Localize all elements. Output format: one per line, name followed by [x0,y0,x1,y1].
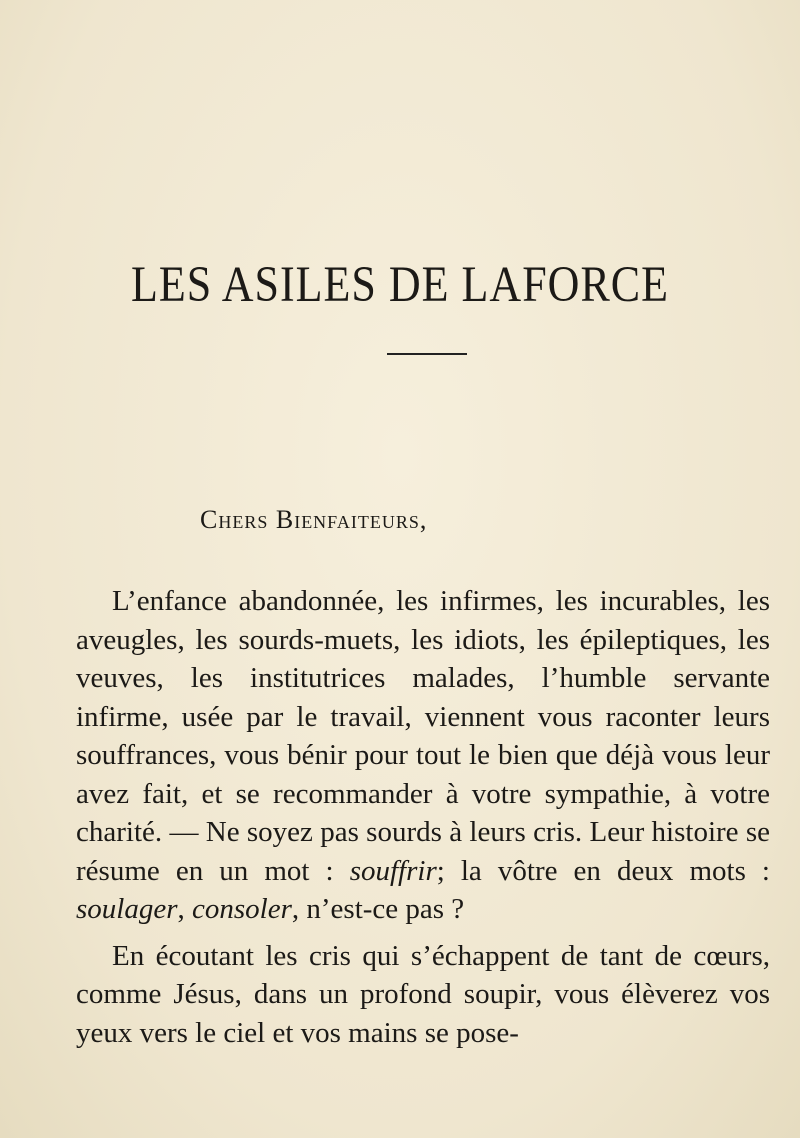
paragraph-1-emphasis-1: souffrir [349,854,437,887]
paragraph-1-emphasis-3: consoler [192,893,292,925]
title-rule [387,353,467,355]
body-text [76,582,770,1052]
paragraph-1-part-2: ; la vôtre en deux mots : [436,854,770,887]
page-title: LES ASILES DE LAFORCE [130,256,670,313]
paragraph-1-part-4: , n’est-ce pas ? [291,893,465,925]
paragraph-1 [76,582,770,929]
paragraph-1-emphasis-2: soulager [76,893,178,925]
salutation: Chers Bienfaiteurs, [200,505,428,534]
paragraph-1-part-3: , [177,893,192,925]
paragraph-1-part-1: L’enfance abandonnée, les infirmes, les incurables, les aveugles, les sourds-muets, les idiots, les épileptiques, les veuves, les institutrices malades, l’humble servante infirme, usée par le travail, viennent vous raconter leurs souffrances, vous bénir pour tout le bien que déjà vous leur avez fait, et se recommander à votre sympathie, à votre charité. — Ne soyez pas sourds à leurs cris. Leur histoire se résume en un mot : [76,585,770,887]
paragraph-2: En écoutant les cris qui s’échappent de tant de cœurs, comme Jésus, dans un profond soupir, vous élèverez vos yeux vers le ciel et vos mains se pose- [76,939,770,1049]
